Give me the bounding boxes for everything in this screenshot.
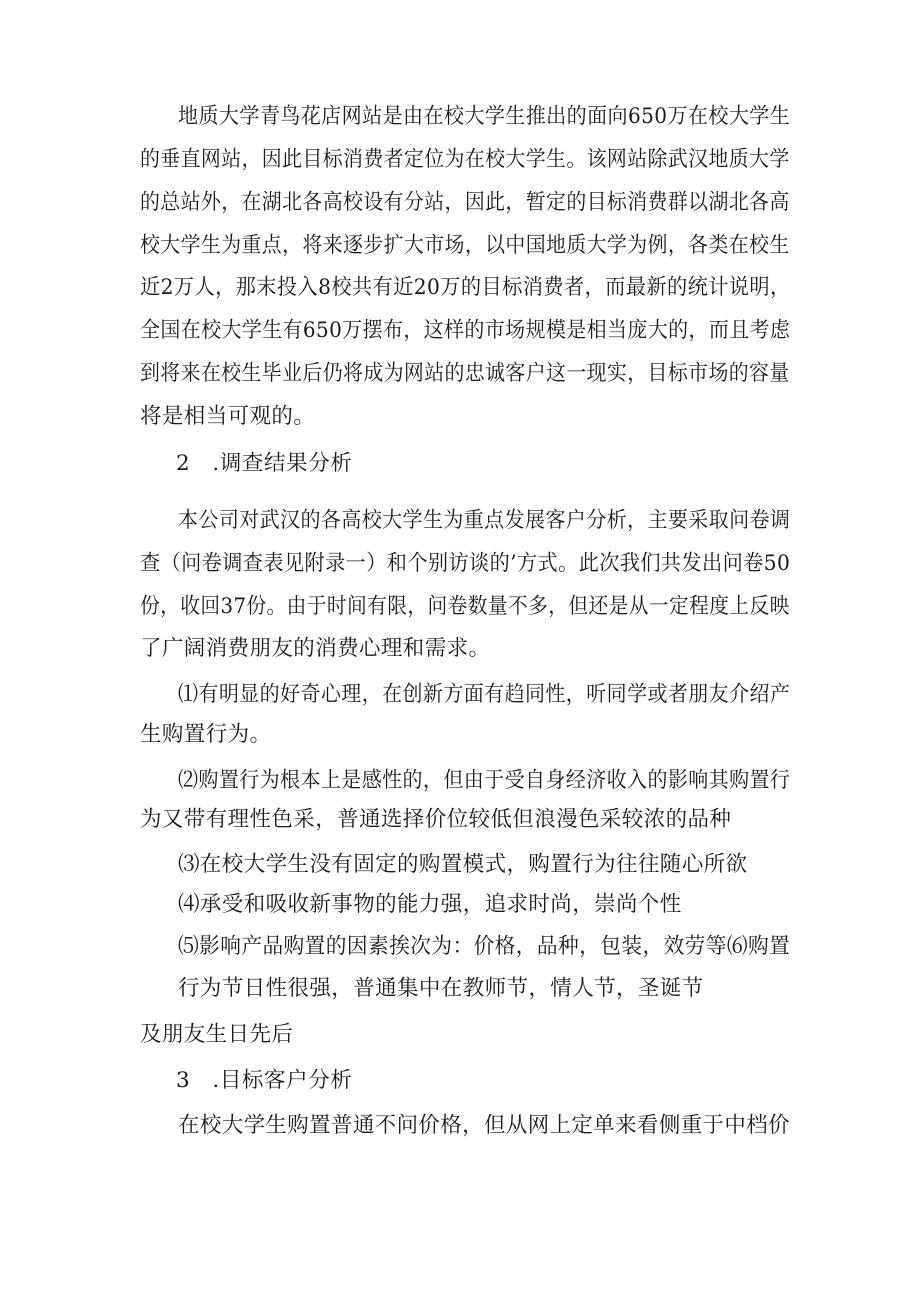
intro-line-6: 全国在校大学生有650万摆布，这样的市场规模是相当庞大的，而且考虑 (140, 318, 791, 343)
item-4: ⑷承受和吸收新事物的能力强，追求时尚，崇尚个性 (178, 892, 682, 917)
item-2-line-2: 为又带有理性色采，普通选择价位较低但浪漫色采较浓的品种 (140, 807, 732, 832)
target-line-1: 在校大学生购置普通不问价格，但从网上定单来看侧重于中档价 (178, 1113, 790, 1138)
item-1-line-1: ⑴有明显的好奇心理，在创新方面有趋同性，听同学或者朋友介绍产 (178, 682, 791, 707)
item-6-line-2: 及朋友生日先后 (140, 1022, 294, 1047)
section-heading-3: 3 .目标客户分析 (176, 1068, 353, 1093)
item-3: ⑶在校大学生没有固定的购置模式，购置行为往往随心所欲 (178, 852, 748, 877)
survey-line-2: 查（问卷调查表见附录一）和个别访谈的’方式。此次我们共发出问卷50 (140, 551, 791, 576)
intro-line-5: 近2万人，那末投入8校共有近20万的目标消费者，而最新的统计说明， (140, 275, 791, 300)
intro-line-8: 将是相当可观的。 (140, 404, 316, 429)
intro-line-7: 到将来在校生毕业后仍将成为网站的忠诚客户这一现实，目标市场的容量 (140, 361, 790, 386)
intro-line-3: 的总站外，在湖北各高校设有分站，因此，暂定的目标消费群以湖北各高 (140, 190, 790, 215)
item-5: ⑸影响产品购置的因素挨次为：价格，品种，包装，效劳等⑹购置 (178, 934, 791, 959)
survey-line-1: 本公司对武汉的各高校大学生为重点发展客户分析，主要采取问卷调 (178, 508, 791, 533)
item-2-line-1: ⑵购置行为根本上是感性的，但由于受自身经济收入的影响其购置行 (178, 768, 791, 793)
intro-line-4: 校大学生为重点，将来逐步扩大市场，以中国地质大学为例，各类在校生 (140, 233, 790, 258)
item-6-line-1: 行为节日性很强，普通集中在教师节，情人节，圣诞节 (178, 976, 704, 1001)
section-heading-2: 2 .调查结果分析 (176, 451, 353, 476)
intro-line-2: 的垂直网站，因此目标消费者定位为在校大学生。该网站除武汉地质大学 (140, 147, 790, 172)
survey-line-4: 了广阔消费朋友的消费心理和需求。 (140, 636, 491, 661)
item-1-line-2: 生购置行为。 (140, 722, 272, 747)
intro-line-1: 地质大学青鸟花店网站是由在校大学生推出的面向650万在校大学生 (178, 104, 791, 129)
survey-line-3: 份，收回37份。由于时间有限，问卷数量不多，但还是从一定程度上反映 (140, 594, 790, 619)
